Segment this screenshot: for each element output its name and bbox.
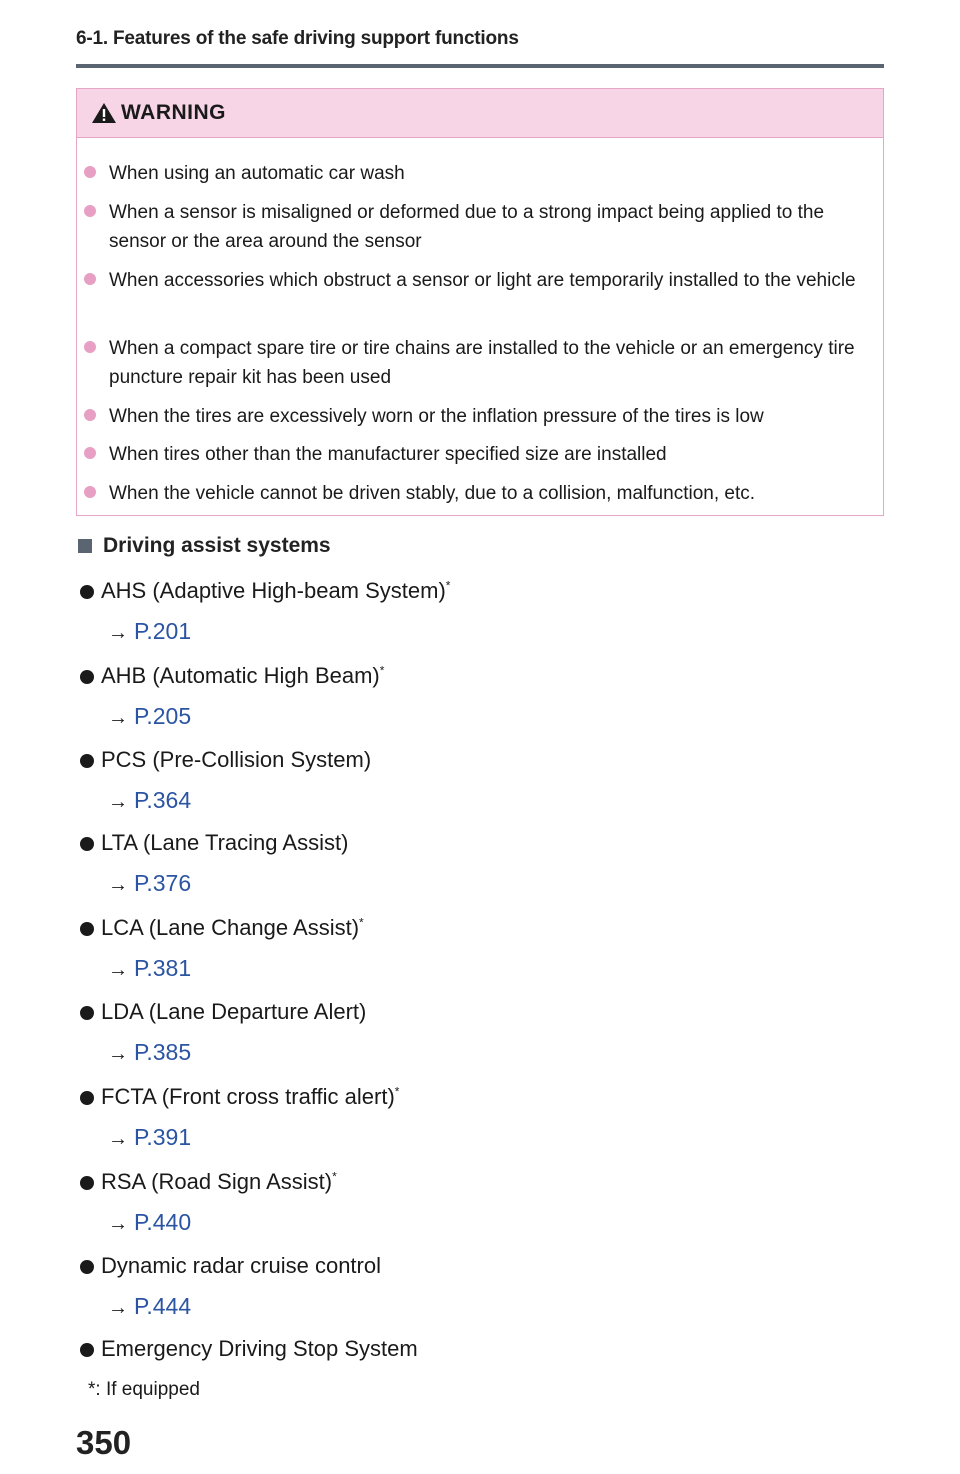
- page-reference[interactable]: [108, 1291, 191, 1323]
- page-link[interactable]: P.391: [134, 1124, 192, 1150]
- page-link[interactable]: P.385: [134, 1039, 192, 1065]
- footnote-mark: *: [359, 915, 364, 930]
- page-reference[interactable]: [108, 1122, 191, 1154]
- arrow-icon: →: [108, 707, 128, 729]
- page-link[interactable]: P.376: [134, 870, 192, 896]
- page-link[interactable]: P.444: [134, 1293, 192, 1319]
- bullet-icon: [80, 754, 94, 768]
- warning-item-text: When tires other than the manufacturer specified size are installed: [109, 444, 667, 465]
- warning-item-text: When accessories which obstruct a sensor or light are temporarily installed to the vehicle: [109, 270, 856, 291]
- page-reference[interactable]: [108, 785, 191, 817]
- footnote: *: If equipped: [88, 1379, 200, 1400]
- page-link[interactable]: P.364: [134, 787, 192, 813]
- system-name: AHB (Automatic High Beam)*: [101, 663, 385, 688]
- arrow-icon: →: [108, 1043, 128, 1065]
- driving-assist-heading-text: Driving assist systems: [103, 534, 331, 557]
- footnote-mark: *: [379, 663, 385, 678]
- page-reference[interactable]: [108, 868, 191, 900]
- page-link[interactable]: P.205: [134, 703, 192, 729]
- system-name: AHS (Adaptive High-beam System)*: [101, 578, 451, 603]
- bullet-icon: [84, 409, 96, 421]
- bullet-icon: [84, 341, 96, 353]
- warning-item-text: When a sensor is misaligned or deformed due to a strong impact being applied to the sensor or the area around the sensor: [109, 202, 825, 252]
- arrow-icon: →: [108, 874, 128, 896]
- page-reference[interactable]: [108, 1037, 191, 1069]
- arrow-icon: →: [108, 1213, 128, 1235]
- bullet-icon: [80, 1006, 94, 1020]
- section-header: 6-1. Features of the safe driving support functions: [76, 28, 519, 49]
- page-link[interactable]: P.381: [134, 955, 192, 981]
- system-name: LTA (Lane Tracing Assist): [101, 830, 349, 855]
- footnote-mark: *: [445, 578, 451, 593]
- system-name: LDA (Lane Departure Alert): [101, 999, 367, 1024]
- system-name: Emergency Driving Stop System: [101, 1336, 418, 1361]
- arrow-icon: →: [108, 959, 128, 981]
- header-rule: [76, 64, 884, 68]
- bullet-icon: [80, 837, 94, 851]
- bullet-icon: [84, 486, 96, 498]
- page-number: 350: [76, 1424, 132, 1461]
- bullet-icon: [80, 585, 94, 599]
- system-name: RSA (Road Sign Assist)*: [101, 1169, 337, 1194]
- warning-triangle-icon: [91, 101, 117, 125]
- system-name: Dynamic radar cruise control: [101, 1253, 381, 1278]
- page-link[interactable]: P.201: [134, 618, 192, 644]
- bullet-icon: [80, 1343, 94, 1357]
- driving-assist-heading: [78, 534, 331, 558]
- bullet-icon: [80, 1260, 94, 1274]
- bullet-icon: [84, 205, 96, 217]
- warning-header: [77, 89, 883, 138]
- system-name: LCA (Lane Change Assist)*: [101, 915, 364, 940]
- warning-item-text: When using an automatic car wash: [109, 163, 405, 184]
- bullet-icon: [80, 670, 94, 684]
- warning-item-text: When the tires are excessively worn or the inflation pressure of the tires is low: [109, 406, 764, 427]
- page-reference[interactable]: [108, 701, 191, 733]
- system-name: FCTA (Front cross traffic alert)*: [101, 1084, 400, 1109]
- arrow-icon: →: [108, 791, 128, 813]
- warning-item-text: When a compact spare tire or tire chains are installed to the vehicle or an emergency tire puncture repair kit has been used: [109, 338, 855, 388]
- arrow-icon: →: [108, 1297, 128, 1319]
- arrow-icon: →: [108, 1128, 128, 1150]
- page-reference[interactable]: [108, 953, 191, 985]
- bullet-icon: [80, 1176, 94, 1190]
- warning-box: [76, 88, 884, 516]
- warning-title: WARNING: [121, 101, 226, 124]
- arrow-icon: →: [108, 622, 128, 644]
- square-bullet-icon: [78, 539, 92, 553]
- warning-item-text: When the vehicle cannot be driven stably, due to a collision, malfunction, etc.: [109, 483, 756, 504]
- bullet-icon: [80, 922, 94, 936]
- footnote-mark: *: [332, 1169, 337, 1184]
- bullet-icon: [84, 273, 96, 285]
- system-name: PCS (Pre-Collision System): [101, 747, 372, 772]
- footnote-mark: *: [394, 1084, 400, 1099]
- bullet-icon: [84, 166, 96, 178]
- bullet-icon: [84, 447, 96, 459]
- page-reference[interactable]: [108, 1207, 191, 1239]
- bullet-icon: [80, 1091, 94, 1105]
- page-reference[interactable]: [108, 616, 191, 648]
- page-link[interactable]: P.440: [134, 1209, 192, 1235]
